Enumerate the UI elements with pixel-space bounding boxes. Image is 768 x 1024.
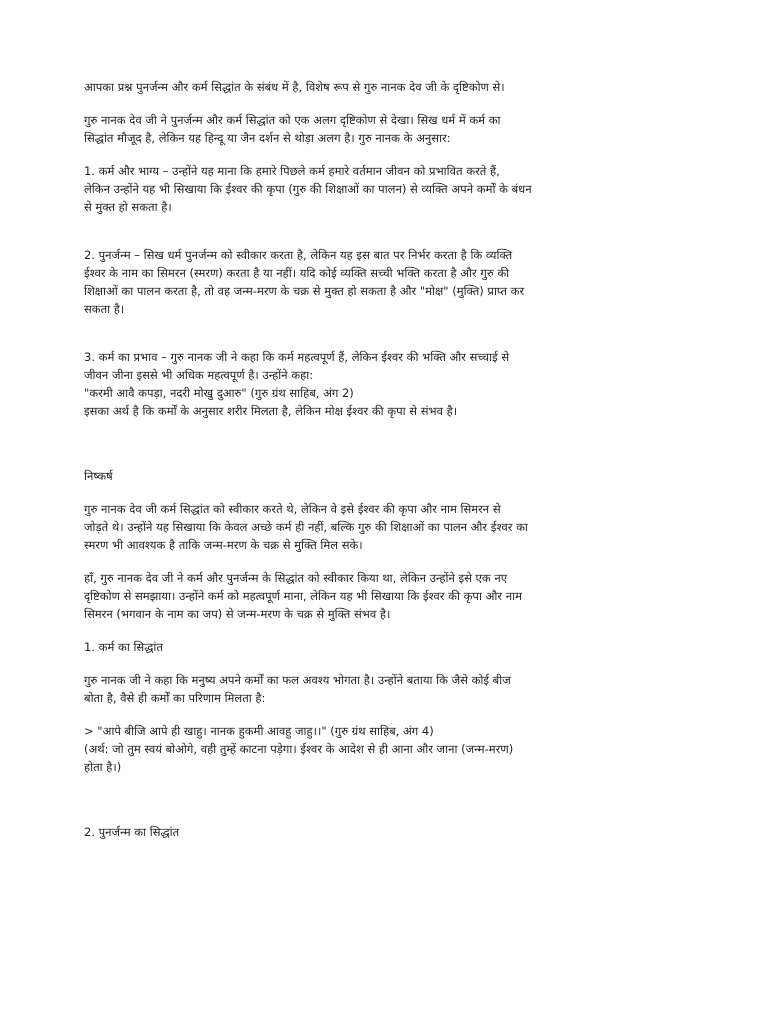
text-line: सिद्धांत मौजूद है, लेकिन यह हिन्दू या जैन दर्शन से थोड़ा अलग है। गुरु नानक के अनुसार: bbox=[84, 131, 451, 145]
point-karma-destiny bbox=[84, 162, 684, 216]
text-line: सकता है। bbox=[84, 302, 125, 316]
intro-paragraph bbox=[84, 78, 684, 96]
point-rebirth bbox=[84, 246, 684, 318]
section-heading-karma: 1. कर्म का सिद्धांत bbox=[84, 640, 163, 654]
text-line: 3. कर्म का प्रभाव – गुरु नानक जी ने कहा कि कर्म महत्वपूर्ण हैं, लेकिन ईश्वर की भक्ति और सच्चाई से bbox=[84, 350, 510, 364]
text-line: होता है।) bbox=[84, 760, 122, 774]
text-line: जीवन जीना इससे भी अधिक महत्वपूर्ण है। उन्होंने कहा: bbox=[84, 368, 314, 382]
text-line: 1. कर्म और भाग्य – उन्होंने यह माना कि हमारे पिछले कर्म हमारे वर्तमान जीवन को प्रभावित करते हैं, bbox=[84, 164, 500, 178]
text-line: > "आपे बीजि आपे ही खाहु। नानक हुकमी आवहु जाहु।।" (गुरु ग्रंथ साहिब, अंग 4) bbox=[84, 724, 434, 738]
text-line: सिमरन (भगवान के नाम का जप) से जन्म-मरण के चक्र से मुक्ति संभव है। bbox=[84, 607, 391, 621]
text-line: "करमी आवै कपड़ा, नदरी मोखु दुआरु" (गुरु ग्रंथ साहिब, अंग 2) bbox=[84, 386, 354, 400]
point-karma-effect bbox=[84, 348, 684, 420]
text-line: इसका अर्थ है कि कर्मों के अनुसार शरीर मिलता है, लेकिन मोक्ष ईश्वर की कृपा से संभव है। bbox=[84, 404, 458, 418]
text-line: दृष्टिकोण से समझाया। उन्होंने कर्म को महत्वपूर्ण माना, लेकिन यह भी सिखाया कि ईश्वर की कृपा और नाम bbox=[84, 589, 522, 603]
text-line: जोड़ते थे। उन्होंने यह सिखाया कि केवल अच्छे कर्म ही नहीं, बल्कि गुरु की शिक्षाओं का पालन और ईश्वर का bbox=[84, 520, 528, 534]
text-line: गुरु नानक देव जी कर्म सिद्धांत को स्वीकार करते थे, लेकिन वे इसे ईश्वर की कृपा और नाम सिमरन से bbox=[84, 502, 501, 516]
text-line: हाँ, गुरु नानक देव जी ने कर्म और पुनर्जन्म के सिद्धांत को स्वीकार किया था, लेकिन उन्होंने इसे एक नए bbox=[84, 571, 508, 585]
scripture-quote bbox=[84, 722, 684, 776]
text-line: गुरु नानक जी ने कहा कि मनुष्य अपने कर्मों का फल अवश्य भोगता है। उन्होंने बताया कि जैसे कोई बीज bbox=[84, 673, 511, 687]
document-page bbox=[84, 78, 684, 841]
conclusion-heading: निष्कर्ष bbox=[84, 469, 113, 483]
text-line: गुरु नानक देव जी ने पुनर्जन्म और कर्म सिद्धांत को एक अलग दृष्टिकोण से देखा। सिख धर्म में कर्म का bbox=[84, 113, 501, 127]
text-line: शिक्षाओं का पालन करता है, तो वह जन्म-मरण के चक्र से मुक्त हो सकता है और "मोक्ष" (मुक्ति) प्राप्त कर bbox=[84, 284, 525, 298]
paragraph-overview bbox=[84, 111, 684, 147]
text-line: 2. पुनर्जन्म – सिख धर्म पुनर्जन्म को स्वीकार करता है, लेकिन यह इस बात पर निर्भर करता है कि व्यक्ति bbox=[84, 248, 513, 262]
section-heading-rebirth: 2. पुनर्जन्म का सिद्धांत bbox=[84, 825, 180, 839]
section-karma-text bbox=[84, 671, 684, 707]
conclusion-paragraph-2 bbox=[84, 569, 684, 623]
conclusion-paragraph-1 bbox=[84, 500, 684, 554]
text-line: (अर्थ: जो तुम स्वयं बोओगे, वही तुम्हें काटना पड़ेगा। ईश्वर के आदेश से ही आना और जाना (जन्म-मरण) bbox=[84, 742, 514, 756]
text-line: बोता है, वैसे ही कर्मों का परिणाम मिलता है: bbox=[84, 691, 266, 705]
text-line: आपका प्रश्न पुनर्जन्म और कर्म सिद्धांत के संबंध में है, विशेष रूप से गुरु नानक देव जी के दृष्टिकोण से। bbox=[84, 80, 505, 94]
text-line: स्मरण भी आवश्यक है ताकि जन्म-मरण के चक्र से मुक्ति मिल सके। bbox=[84, 538, 363, 552]
text-line: ईश्वर के नाम का सिमरन (स्मरण) करता है या नहीं। यदि कोई व्यक्ति सच्ची भक्ति करता है और गुरु की bbox=[84, 266, 510, 280]
text-line: से मुक्त हो सकता है। bbox=[84, 200, 172, 214]
text-line: लेकिन उन्होंने यह भी सिखाया कि ईश्वर की कृपा (गुरु की शिक्षाओं का पालन) से व्यक्ति अपने कर्मों के बंधन bbox=[84, 182, 532, 196]
